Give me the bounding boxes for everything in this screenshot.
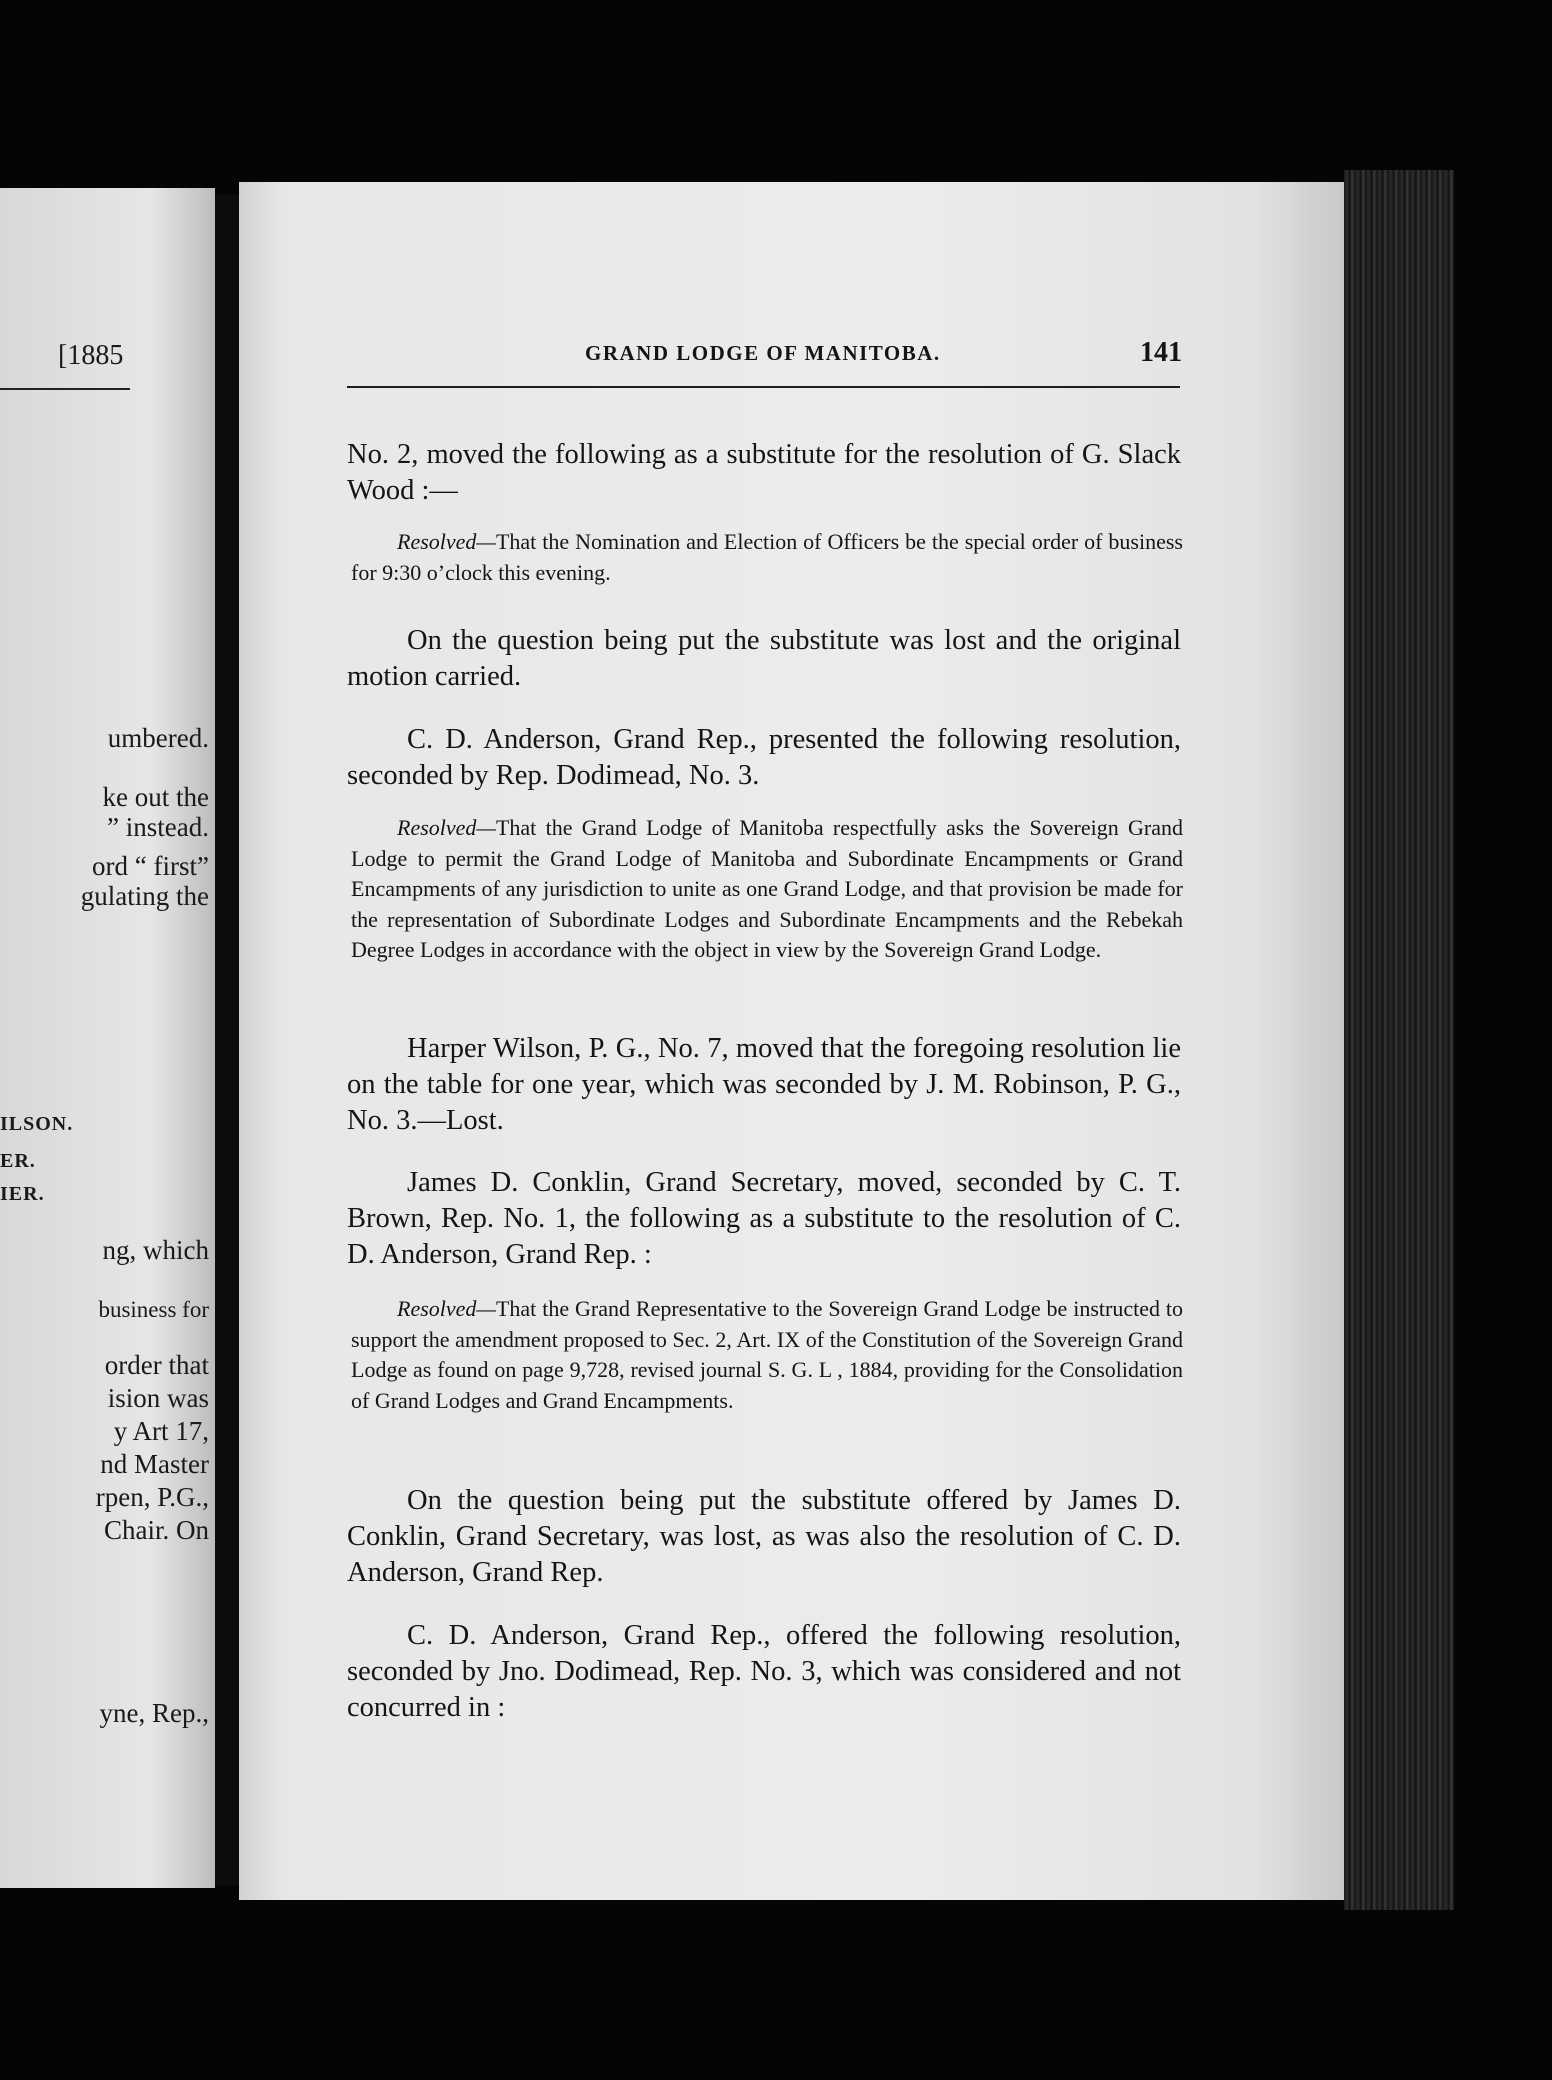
resolution-text: That the Nomination and Election of Officers be the special order of business for 9:30 o’clock this evening. — [351, 529, 1183, 585]
paragraph: On the question being put the substitute was lost and the original motion carried. — [347, 624, 1181, 692]
header-rule — [347, 386, 1180, 388]
resolved-label: Resolved— — [397, 529, 496, 554]
left-page-line: y Art 17, — [113, 1416, 209, 1446]
left-page-line: ” instead. — [107, 812, 209, 842]
left-page-line: ord “ first” — [92, 851, 209, 881]
left-page-line: order that — [104, 1350, 209, 1380]
resolution-3 — [351, 1294, 1183, 1416]
book-gutter — [215, 195, 239, 1885]
left-page-line: IER. — [0, 1183, 45, 1205]
left-page-line: umbered. — [107, 723, 209, 753]
left-page-line: ng, which — [102, 1235, 209, 1265]
resolution-2 — [351, 813, 1183, 966]
left-page-line: rpen, P.G., — [95, 1482, 209, 1512]
running-head — [347, 337, 1182, 367]
left-page-line: nd Master — [100, 1449, 209, 1479]
left-facing-page — [0, 188, 215, 1888]
paragraph: No. 2, moved the following as a substitute for the resolution of G. Slack Wood :— — [347, 438, 1181, 506]
page-number: 141 — [1140, 337, 1182, 368]
resolved-label: Resolved— — [397, 815, 496, 840]
running-title: GRAND LODGE OF MANITOBA. — [585, 341, 941, 365]
left-page-header-rule — [0, 388, 130, 390]
paragraph: C. D. Anderson, Grand Rep., offered the following resolution, seconded by Jno. Dodimead, Rep. No. 3, which was considered and not concurred in : — [347, 1619, 1181, 1723]
paragraph: C. D. Anderson, Grand Rep., presented the following resolution, seconded by Rep. Dodimead, No. 3. — [347, 723, 1181, 791]
left-page-line: ER. — [0, 1150, 36, 1172]
left-page-line: business for — [98, 1297, 209, 1322]
paragraph: On the question being put the substitute offered by James D. Conklin, Grand Secretary, was lost, as was also the resolution of C. D. Anderson, Grand Rep. — [347, 1484, 1181, 1588]
left-page-line: gulating the — [80, 881, 209, 911]
paragraph: Harper Wilson, P. G., No. 7, moved that the foregoing resolution lie on the table for one year, which was seconded by J. M. Robinson, P. G., No. 3.—Lost. — [347, 1032, 1181, 1136]
resolution-text: That the Grand Lodge of Manitoba respectfully asks the Sovereign Grand Lodge to permit the Grand Lodge of Manitoba and Subordinate Encampments or Grand Encampments of any jurisdiction to unite as one Grand Lodge, and that provision be made for the representation of Subordinate Lodges and Subordinate Encampments and the Rebekah Degree Lodges in accordance with the object in view by the Sovereign Grand Lodge. — [351, 815, 1183, 962]
resolved-label: Resolved— — [397, 1296, 496, 1321]
left-page-line: yne, Rep., — [99, 1698, 209, 1728]
resolution-1 — [351, 527, 1183, 588]
left-page-year: [1885 — [58, 340, 124, 371]
left-page-line: Chair. On — [104, 1515, 209, 1545]
page-edges — [1344, 170, 1454, 1910]
left-page-line: ision was — [107, 1383, 209, 1413]
resolution-text: That the Grand Representative to the Sovereign Grand Lodge be instructed to support the amendment proposed to Sec. 2, Art. IX of the Constitution of the Sovereign Grand Lodge as found on page 9,728, revised journal S. G. L , 1884, providing for the Consolidation of Grand Lodges and Grand Encampments. — [351, 1296, 1183, 1413]
paragraph: James D. Conklin, Grand Secretary, moved, seconded by C. T. Brown, Rep. No. 1, the following as a substitute to the resolution of C. D. Anderson, Grand Rep. : — [347, 1166, 1181, 1270]
left-page-line: ILSON. — [0, 1113, 74, 1135]
left-page-line: ke out the — [102, 782, 209, 812]
